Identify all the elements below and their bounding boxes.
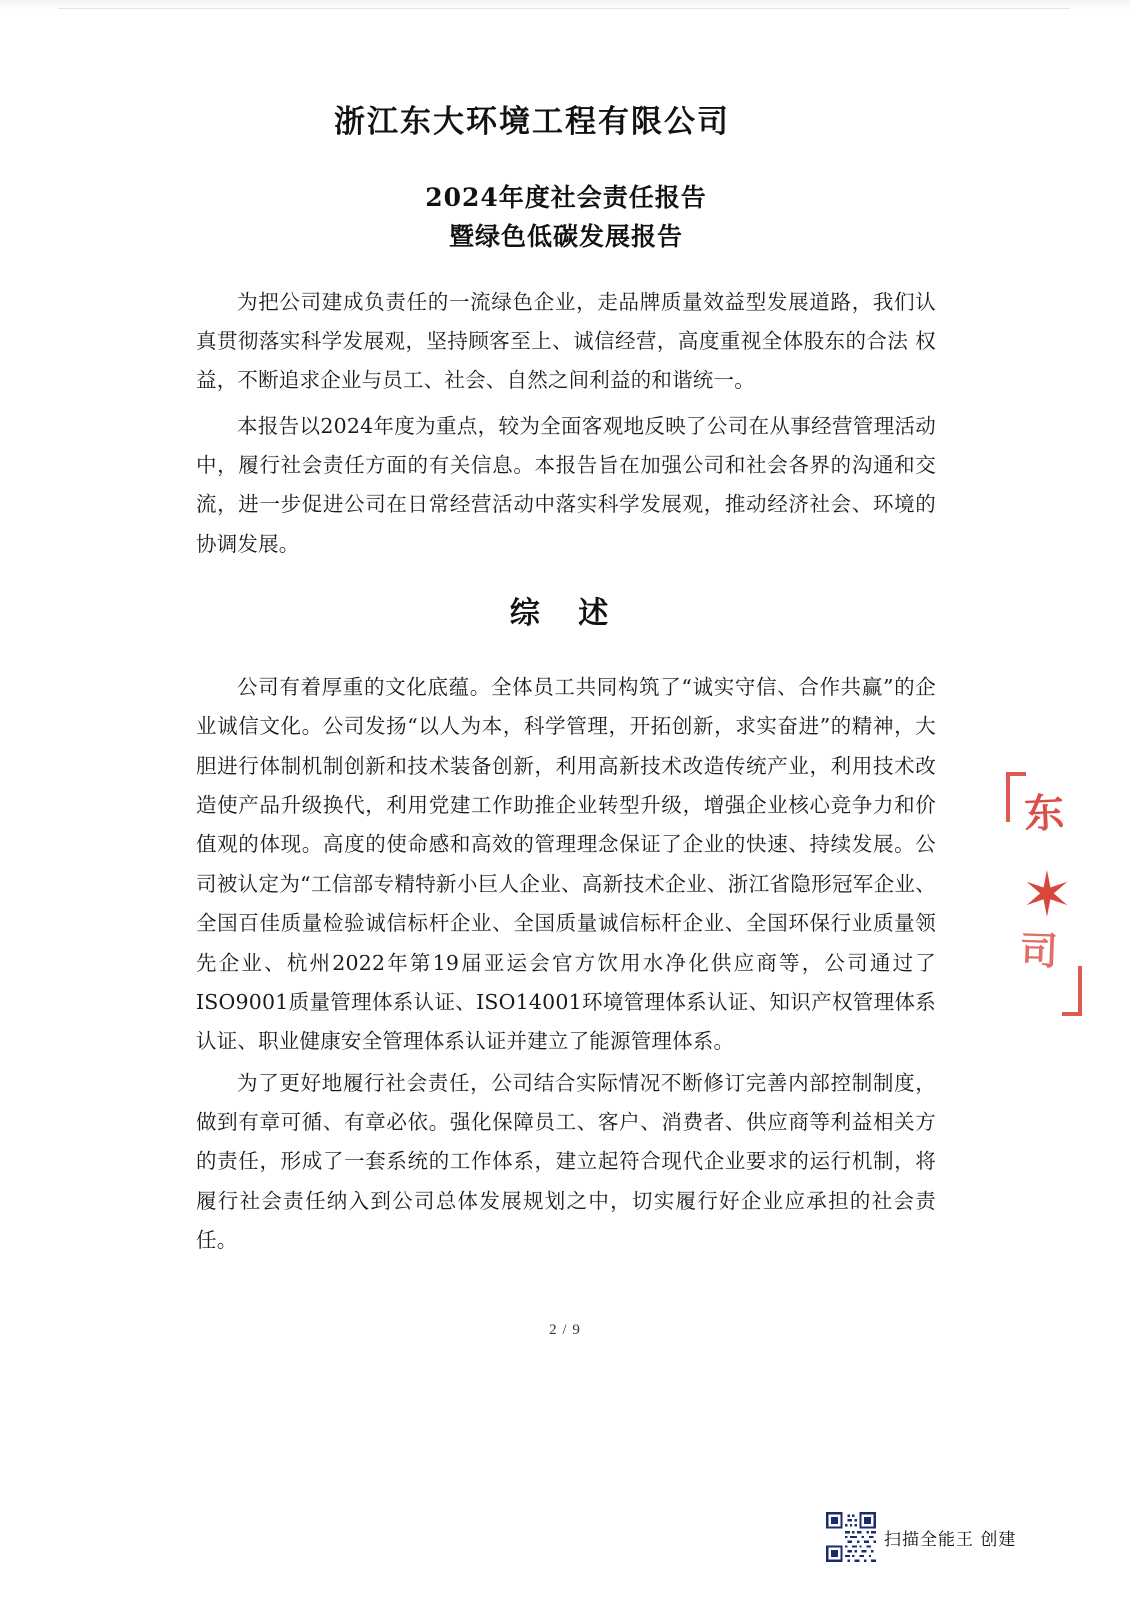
intro-paragraph-2: 本报告以2024年度为重点，较为全面客观地反映了公司在从事经营管理活动中，履行社会责任方面的有关信息。本报告旨在加强公司和社会各界的沟通和交流，进一步促进公司在日常经营活动中落实科学发展观，推动经济社会、环境的协调发展。 xyxy=(196,413,936,556)
body-paragraph-2: 为了更好地履行社会责任，公司结合实际情况不断修订完善内部控制制度，做到有章可循、有章必依。强化保障员工、客户、消费者、供应商等利益相关方的责任，形成了一套系统的工作体系，建立起符合现代企业要求的运行机制，将履行社会责任纳入到公司总体发展规划之中，切实履行好企业应承担的社会责任。 xyxy=(196,1070,936,1253)
company-seal-stamp xyxy=(1000,770,1092,1020)
body-paragraph-1: 公司有着厚重的文化底蕴。全体员工共同构筑了“诚实守信、合作共赢”的企业诚信文化。公司发扬“以人为本，科学管理，开拓创新，求实奋进”的精神，大胆进行体制机制创新和技术装备创新，利用高新技术改造传统产业，利用技术改造使产品升级换代，利用党建工作助推企业转型升级，增强企业核心竞争力和价值观的体现。高度的使命感和高效的管理理念保证了企业的快速、持续发展。公司被认定为“工信部专精特新小巨人企业、高新技术企业、浙江省隐形冠军企业、全国百佳质量检验诚信标杆企业、全国质量诚信标杆企业、全国环保行业质量领先企业、杭州2022年第19届亚运会官方饮用水净化供应商等，公司通过了ISO9001质量管理体系认证、ISO14001环境管理体系认证、知识产权管理体系认证、职业健康安全管理体系认证并建立了能源管理体系。 xyxy=(196,675,936,1054)
report-title xyxy=(196,179,936,257)
page-number: 2 / 9 xyxy=(549,1322,581,1338)
seal-star-icon: ✶ xyxy=(1021,858,1073,931)
seal-bracket-bottom xyxy=(1062,966,1082,1016)
intro-paragraph-1: 为把公司建成负责任的一流绿色企业，走品牌质量效益型发展道路，我们认真贯彻落实科学发展观，坚持顾客至上、诚信经营，高度重视全体股东的合法 权益，不断追求企业与员工、社会、自然之间利益的和谐统一。 xyxy=(196,289,936,393)
qr-code-icon xyxy=(826,1512,876,1562)
report-title-line1: 2024年度社会责任报告 xyxy=(425,183,707,212)
section-heading-overview: 综 述 xyxy=(509,596,623,632)
seal-bracket-top xyxy=(1006,772,1026,822)
intro-block xyxy=(196,283,936,565)
overview-body xyxy=(196,668,936,1260)
document-content xyxy=(196,96,936,1262)
seal-character-top: 东 xyxy=(1022,788,1066,839)
company-title: 浙江东大环境工程有限公司 xyxy=(334,104,730,140)
seal-character-bottom: 司 xyxy=(1019,927,1059,974)
footer-watermark-text: 扫描全能王 创建 xyxy=(884,1529,1017,1550)
footer-watermark xyxy=(826,1512,1016,1562)
report-title-line2: 暨绿色低碳发展报告 xyxy=(448,221,683,251)
